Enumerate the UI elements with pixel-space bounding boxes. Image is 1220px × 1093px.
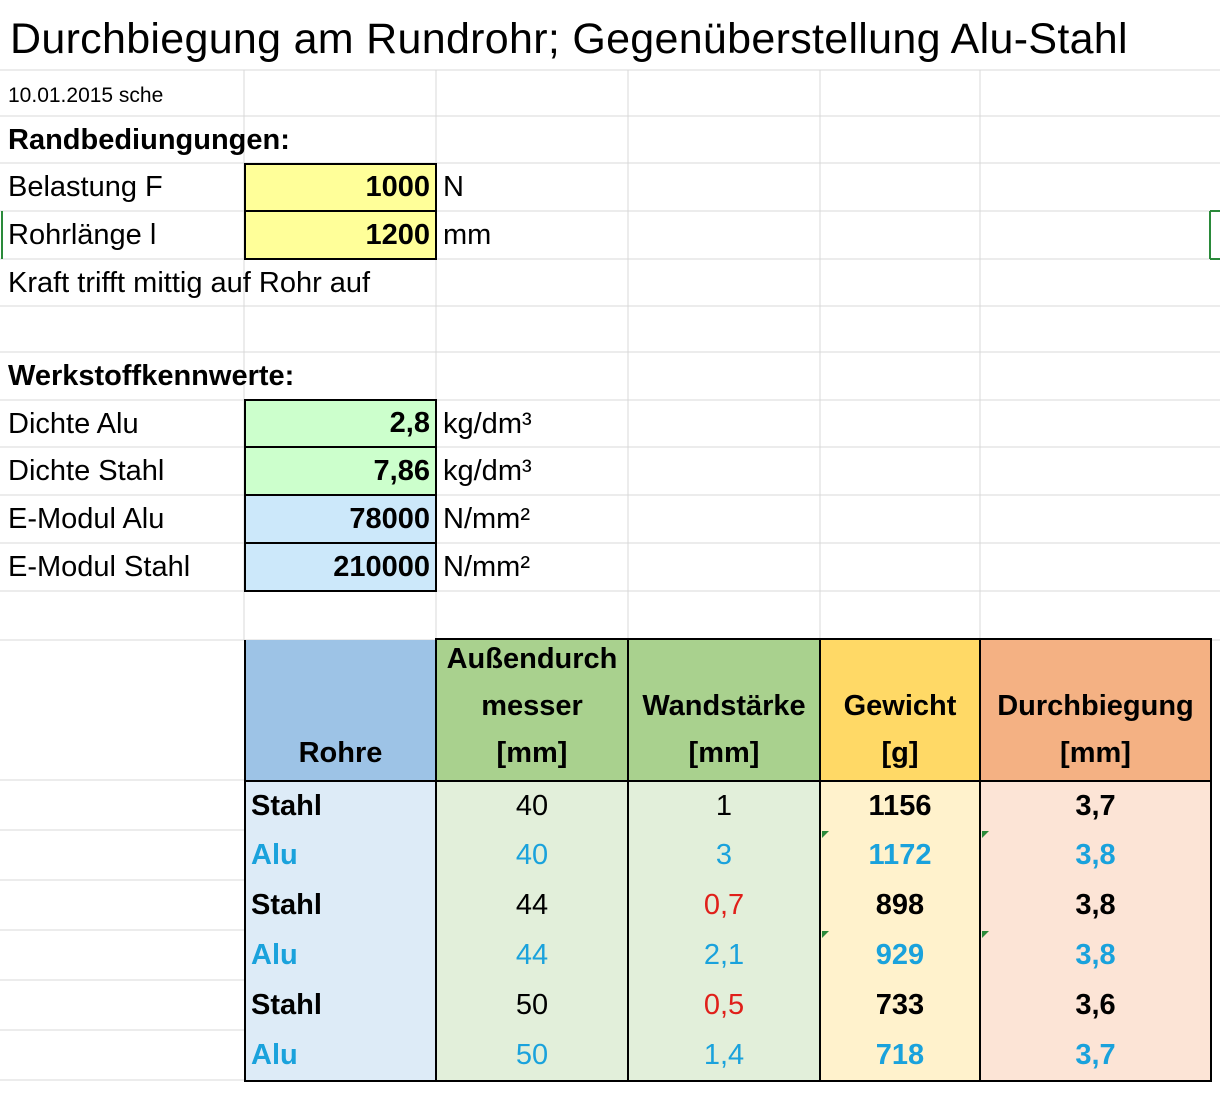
rohr-name-cell[interactable]: Stahl <box>244 880 437 932</box>
comment-indicator-icon[interactable] <box>982 931 989 938</box>
kraft-note[interactable]: Kraft trifft mittig auf Rohr auf <box>8 266 371 299</box>
wandstaerke-cell[interactable]: 1,4 <box>627 1030 821 1082</box>
werkstoff-heading[interactable]: Werkstoffkennwerte: <box>8 360 295 392</box>
header-wandstaerke[interactable] <box>627 638 821 782</box>
date-author[interactable]: 10.01.2015 sche <box>8 84 164 107</box>
dichte-alu-unit[interactable]: kg/dm³ <box>443 407 532 440</box>
belastung-value[interactable]: 1000 <box>244 163 437 212</box>
emodul-stahl-unit[interactable]: N/mm² <box>443 551 530 583</box>
emodul-alu-value[interactable]: 78000 <box>244 494 437 544</box>
dichte-stahl-value[interactable]: 7,86 <box>244 446 437 496</box>
durchbiegung-cell[interactable]: 3,7 <box>979 780 1212 832</box>
belastung-label[interactable]: Belastung F <box>8 171 163 203</box>
aussendurchmesser-cell[interactable]: 40 <box>435 780 629 832</box>
header-aussen-line1: Außendurch <box>446 643 618 675</box>
emodul-alu-unit[interactable]: N/mm² <box>443 503 530 535</box>
durchbiegung-cell[interactable]: 3,8 <box>979 830 1212 882</box>
sheet-title[interactable]: Durchbiegung am Rundrohr; Gegenüberstellung Alu-Stahl <box>10 14 1128 63</box>
aussendurchmesser-cell[interactable]: 40 <box>435 830 629 882</box>
emodul-stahl-label[interactable]: E-Modul Stahl <box>8 551 191 583</box>
dichte-stahl-unit[interactable]: kg/dm³ <box>443 455 532 487</box>
randbedingungen-heading[interactable]: Randbediungungen: <box>8 123 290 156</box>
dichte-stahl-label[interactable]: Dichte Stahl <box>8 455 165 487</box>
wandstaerke-cell[interactable]: 2,1 <box>627 930 821 982</box>
wandstaerke-cell[interactable]: 3 <box>627 830 821 882</box>
header-aussendurchmesser[interactable] <box>435 638 629 782</box>
rohr-name-cell[interactable]: Stahl <box>244 780 437 832</box>
durchbiegung-cell[interactable]: 3,6 <box>979 980 1212 1032</box>
rohrlaenge-unit[interactable]: mm <box>443 219 492 251</box>
gewicht-cell[interactable]: 929 <box>819 930 981 982</box>
aussendurchmesser-cell[interactable]: 44 <box>435 930 629 982</box>
rohr-name-cell[interactable]: Alu <box>244 930 437 982</box>
comment-indicator-icon[interactable] <box>982 831 989 838</box>
gewicht-cell[interactable]: 733 <box>819 980 981 1032</box>
rohr-name-cell[interactable]: Alu <box>244 830 437 882</box>
header-rohre[interactable] <box>244 640 437 782</box>
header-gewicht[interactable] <box>819 638 981 782</box>
aussendurchmesser-cell[interactable]: 44 <box>435 880 629 932</box>
comment-indicator-icon[interactable] <box>822 831 829 838</box>
rohrlaenge-label[interactable]: Rohrlänge l <box>8 219 157 251</box>
comment-indicator-icon[interactable] <box>822 931 829 938</box>
header-durchbiegung[interactable] <box>979 638 1212 782</box>
durchbiegung-cell[interactable]: 3,7 <box>979 1030 1212 1082</box>
gewicht-cell[interactable]: 1156 <box>819 780 981 832</box>
dichte-alu-value[interactable]: 2,8 <box>244 399 437 448</box>
header-durch-line1: Durchbiegung <box>997 690 1194 722</box>
gewicht-cell[interactable]: 1172 <box>819 830 981 882</box>
gewicht-cell[interactable]: 898 <box>819 880 981 932</box>
header-durch-line2: [mm] <box>1060 737 1131 769</box>
header-gewicht-line2: [g] <box>881 737 919 769</box>
rohr-name-cell[interactable]: Stahl <box>244 980 437 1032</box>
emodul-stahl-value[interactable]: 210000 <box>244 542 437 592</box>
wandstaerke-cell[interactable]: 1 <box>627 780 821 832</box>
durchbiegung-cell[interactable]: 3,8 <box>979 930 1212 982</box>
belastung-unit[interactable]: N <box>443 171 464 203</box>
gewicht-cell[interactable]: 718 <box>819 1030 981 1082</box>
header-wand-line1: Wandstärke <box>642 690 806 722</box>
wandstaerke-cell[interactable]: 0,5 <box>627 980 821 1032</box>
dichte-alu-label[interactable]: Dichte Alu <box>8 407 139 440</box>
aussendurchmesser-cell[interactable]: 50 <box>435 980 629 1032</box>
header-aussen-line2: messer <box>481 690 583 722</box>
header-rohre-text: Rohre <box>298 737 383 769</box>
rohr-name-cell[interactable]: Alu <box>244 1030 437 1082</box>
header-wand-line2: [mm] <box>688 737 760 769</box>
header-gewicht-line1: Gewicht <box>843 690 957 722</box>
durchbiegung-cell[interactable]: 3,8 <box>979 880 1212 932</box>
rohrlaenge-value[interactable]: 1200 <box>244 210 437 260</box>
wandstaerke-cell[interactable]: 0,7 <box>627 880 821 932</box>
aussendurchmesser-cell[interactable]: 50 <box>435 1030 629 1082</box>
emodul-alu-label[interactable]: E-Modul Alu <box>8 503 165 535</box>
header-aussen-line3: [mm] <box>496 737 568 769</box>
